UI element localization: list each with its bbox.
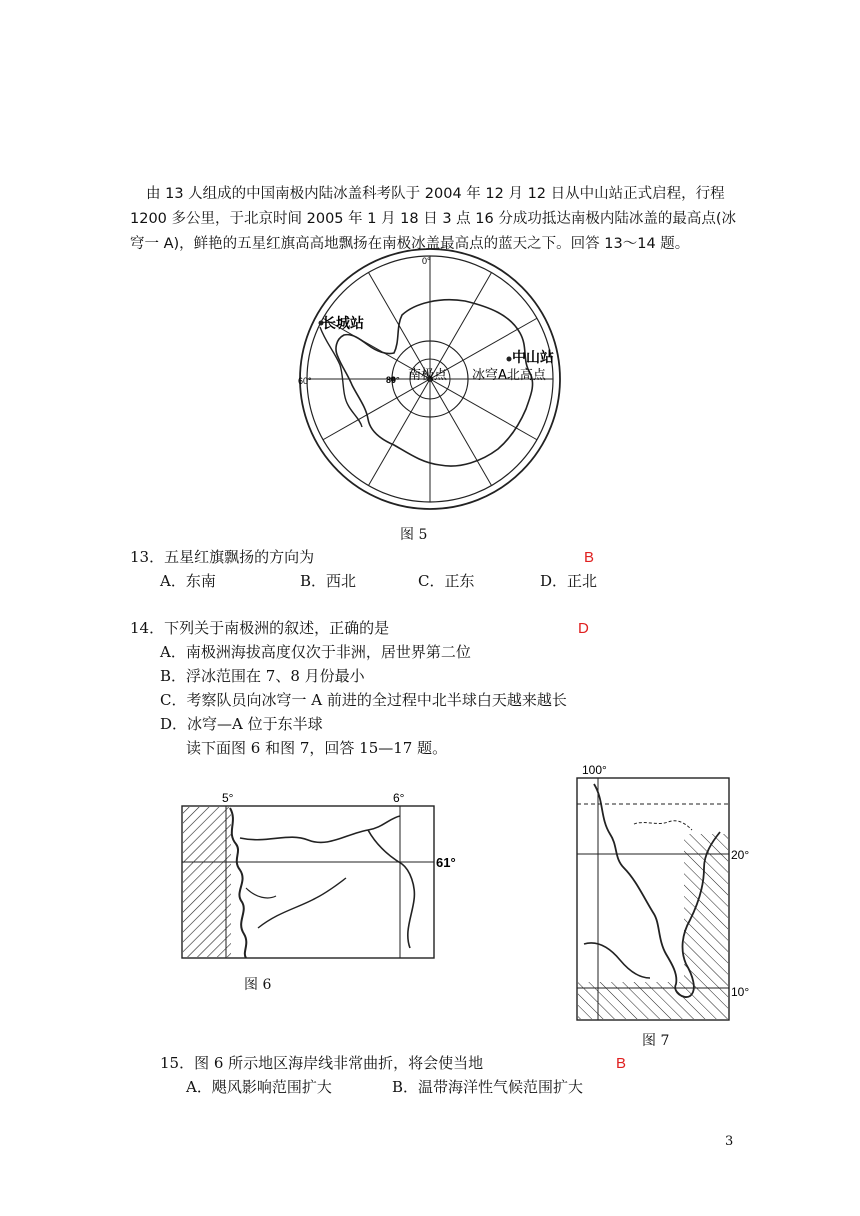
label-zhongshan-station: 中山站 xyxy=(512,350,554,366)
label-80-deg: 80° xyxy=(386,375,400,385)
read-prompt: 读下面图 6 和图 7，回答 15—17 题。 xyxy=(186,739,448,757)
q13-option-c: C．正东 xyxy=(418,572,475,590)
q14-option-b: B．浮冰范围在 7、8 月份最小 xyxy=(160,667,365,685)
q15-stem: 15．图 6 所示地区海岸线非常曲折，将会使当地 xyxy=(160,1054,484,1072)
q13-option-b: B．西北 xyxy=(300,572,357,590)
q14-option-d: D．冰穹—A 位于东半球 xyxy=(160,715,323,733)
figure-7-map xyxy=(574,764,774,1022)
q14-stem: 14．下列关于南极洲的叙述，正确的是 xyxy=(130,619,390,637)
label-61-deg: 61° xyxy=(436,855,456,870)
label-6-deg: 6° xyxy=(393,791,405,805)
figure-5-antarctic-map xyxy=(290,255,570,515)
label-great-wall-station: 长城站 xyxy=(322,316,364,332)
q13-option-d: D．正北 xyxy=(540,572,598,590)
q15-option-b: B．温带海洋性气候范围扩大 xyxy=(392,1078,584,1096)
figure-7-caption: 图 7 xyxy=(642,1033,670,1049)
fjord-coastline xyxy=(230,808,246,958)
intro-paragraph xyxy=(130,182,737,257)
label-south-pole: 南极点 xyxy=(408,368,448,383)
intro-line-1: 由 13 人组成的中国南极内陆冰盖科考队于 2004 年 12 月 12 日从中山站正式启程，行程 xyxy=(146,186,725,202)
figure-6-caption: 图 6 xyxy=(244,977,272,993)
label-5-deg: 5° xyxy=(222,791,234,805)
label-60-deg: 60° xyxy=(298,376,312,386)
page-number: 3 xyxy=(725,1134,734,1149)
intro-line-3: 穹一 A)，鲜艳的五星红旗高高地飘扬在南极冰盖最高点的蓝天之下。回答 13～14 题。 xyxy=(130,236,690,252)
label-10-deg: 10° xyxy=(731,985,750,999)
q15-answer: B xyxy=(616,1055,627,1072)
q14-answer: D xyxy=(578,620,589,637)
label-dome-a: 冰穹A北高点 xyxy=(472,368,546,383)
label-100-deg: 100° xyxy=(582,763,607,777)
q15-option-a: A．飓风影响范围扩大 xyxy=(186,1078,332,1096)
figure-5-caption: 图 5 xyxy=(400,527,428,543)
q13-answer: B xyxy=(584,549,595,566)
q13-stem: 13．五星红旗飘扬的方向为 xyxy=(130,548,315,566)
intro-line-2: 1200 多公里，于北京时间 2005 年 1 月 18 日 3 点 16 分成功抵达南极内陆冰盖的最高点(冰 xyxy=(130,211,737,227)
q14-option-a: A．南极洲海拔高度仅次于非洲，居世界第二位 xyxy=(160,643,471,661)
label-20-deg: 20° xyxy=(731,848,750,862)
q14-option-c: C．考察队员向冰穹一 A 前进的全过程中北半球白天越来越长 xyxy=(160,691,567,709)
figure-6-map xyxy=(178,788,456,968)
label-0-deg: 0° xyxy=(422,256,431,266)
q13-option-a: A．东南 xyxy=(160,572,216,590)
